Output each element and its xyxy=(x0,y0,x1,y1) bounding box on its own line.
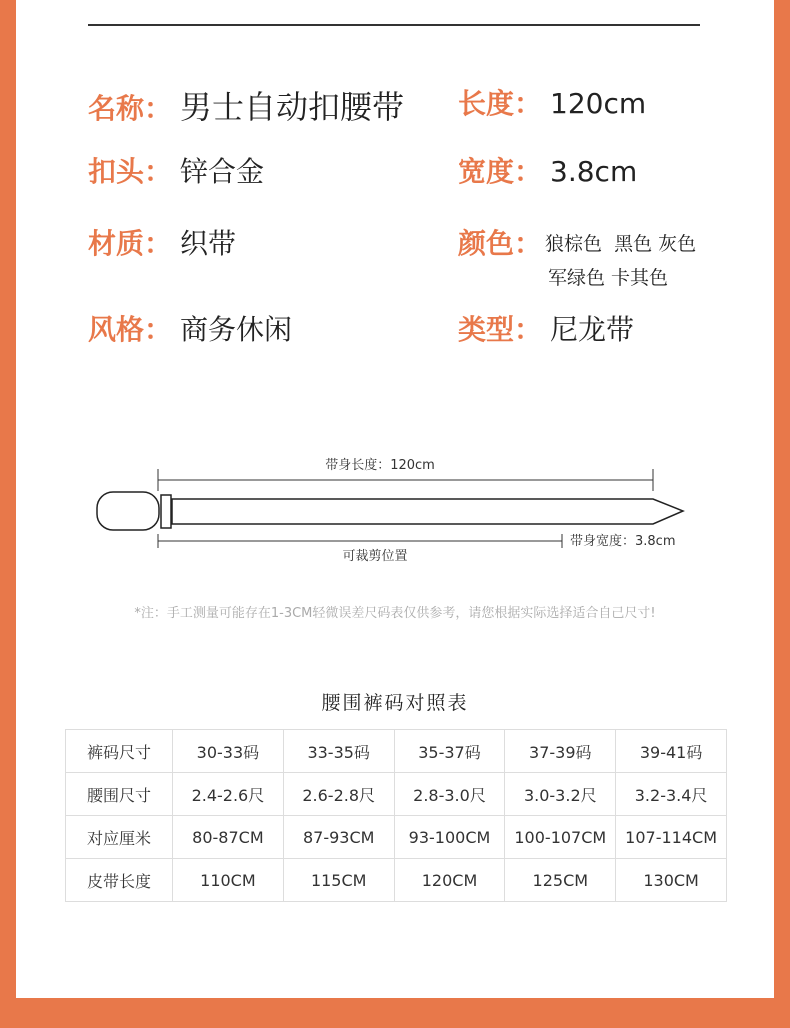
buckle-icon xyxy=(97,492,159,530)
table-cell: 100-107CM xyxy=(505,816,616,859)
size-table-title: 腰围裤码对照表 xyxy=(321,692,469,714)
spec-buckle-colon: ： xyxy=(144,155,173,188)
table-cell: 107-114CM xyxy=(616,816,727,859)
table-cell: 39-41码 xyxy=(616,730,727,773)
spec-width-value: 3.8cm xyxy=(550,155,638,188)
spec-type-label: 类型 xyxy=(458,313,515,346)
strap-icon xyxy=(172,499,683,524)
spec-type xyxy=(458,308,634,348)
buckle-clip-icon xyxy=(161,495,171,528)
spec-buckle-value: 锌合金 xyxy=(180,155,265,188)
spec-color-label: 颜色 xyxy=(458,227,515,260)
spec-color-line2: 军绿色 卡其色 xyxy=(548,267,669,289)
spec-style xyxy=(88,308,292,348)
table-row xyxy=(66,816,727,859)
spec-name-label: 名称 xyxy=(88,92,145,125)
spec-material-value: 织带 xyxy=(180,227,237,260)
table-cell: 35-37码 xyxy=(394,730,505,773)
table-row xyxy=(66,859,727,902)
spec-length-colon: ： xyxy=(514,87,543,120)
table-cell: 115CM xyxy=(283,859,394,902)
table-cell: 37-39码 xyxy=(505,730,616,773)
table-cell: 2.6-2.8尺 xyxy=(283,773,394,816)
spec-buckle xyxy=(88,150,264,190)
spec-color xyxy=(458,222,550,262)
spec-material-label: 材质 xyxy=(88,227,145,260)
table-cell: 30-33码 xyxy=(173,730,284,773)
spec-style-label: 风格 xyxy=(88,313,145,346)
spec-length-label: 长度 xyxy=(458,87,515,120)
spec-type-colon: ： xyxy=(514,313,543,346)
bottom-border xyxy=(0,998,790,1028)
spec-length xyxy=(458,82,646,122)
spec-width xyxy=(458,150,637,190)
spec-style-colon: ： xyxy=(144,313,173,346)
table-cell: 120CM xyxy=(394,859,505,902)
length-label: 带身长度：120cm xyxy=(325,458,435,473)
spec-width-colon: ： xyxy=(514,155,543,188)
size-table xyxy=(65,729,727,902)
table-row-label: 对应厘米 xyxy=(66,816,173,859)
spec-width-label: 宽度 xyxy=(458,155,515,188)
table-row-label: 腰围尺寸 xyxy=(66,773,173,816)
spec-color-colon: ： xyxy=(514,227,543,260)
table-cell: 33-35码 xyxy=(283,730,394,773)
spec-name-value: 男士自动扣腰带 xyxy=(180,88,405,126)
table-cell: 125CM xyxy=(505,859,616,902)
spec-name-colon: ： xyxy=(144,92,173,125)
cut-label: 可裁剪位置 xyxy=(342,549,408,564)
table-row-label: 皮带长度 xyxy=(66,859,173,902)
spec-length-value: 120cm xyxy=(550,87,647,120)
spec-buckle-label: 扣头 xyxy=(88,155,145,188)
table-row-label: 裤码尺寸 xyxy=(66,730,173,773)
table-row xyxy=(66,773,727,816)
spec-material xyxy=(88,222,236,262)
spec-color-line1: 狼棕色 黑色 灰色 xyxy=(545,233,697,255)
top-divider xyxy=(88,24,700,26)
table-cell: 110CM xyxy=(173,859,284,902)
table-cell: 93-100CM xyxy=(394,816,505,859)
table-cell: 2.4-2.6尺 xyxy=(173,773,284,816)
table-cell: 3.0-3.2尺 xyxy=(505,773,616,816)
table-cell: 3.2-3.4尺 xyxy=(616,773,727,816)
spec-style-value: 商务休闲 xyxy=(180,313,293,346)
measurement-note: *注：手工测量可能存在1-3CM轻微误差尺码表仅供参考，请您根据实际选择适合自己尺寸! xyxy=(134,606,656,621)
spec-name xyxy=(88,82,404,128)
width-label: 带身宽度：3.8cm xyxy=(570,534,676,549)
spec-material-colon: ： xyxy=(144,227,173,260)
table-cell: 130CM xyxy=(616,859,727,902)
belt-diagram xyxy=(0,440,790,580)
spec-type-value: 尼龙带 xyxy=(550,313,635,346)
table-cell: 2.8-3.0尺 xyxy=(394,773,505,816)
table-row xyxy=(66,730,727,773)
table-cell: 87-93CM xyxy=(283,816,394,859)
table-cell: 80-87CM xyxy=(173,816,284,859)
